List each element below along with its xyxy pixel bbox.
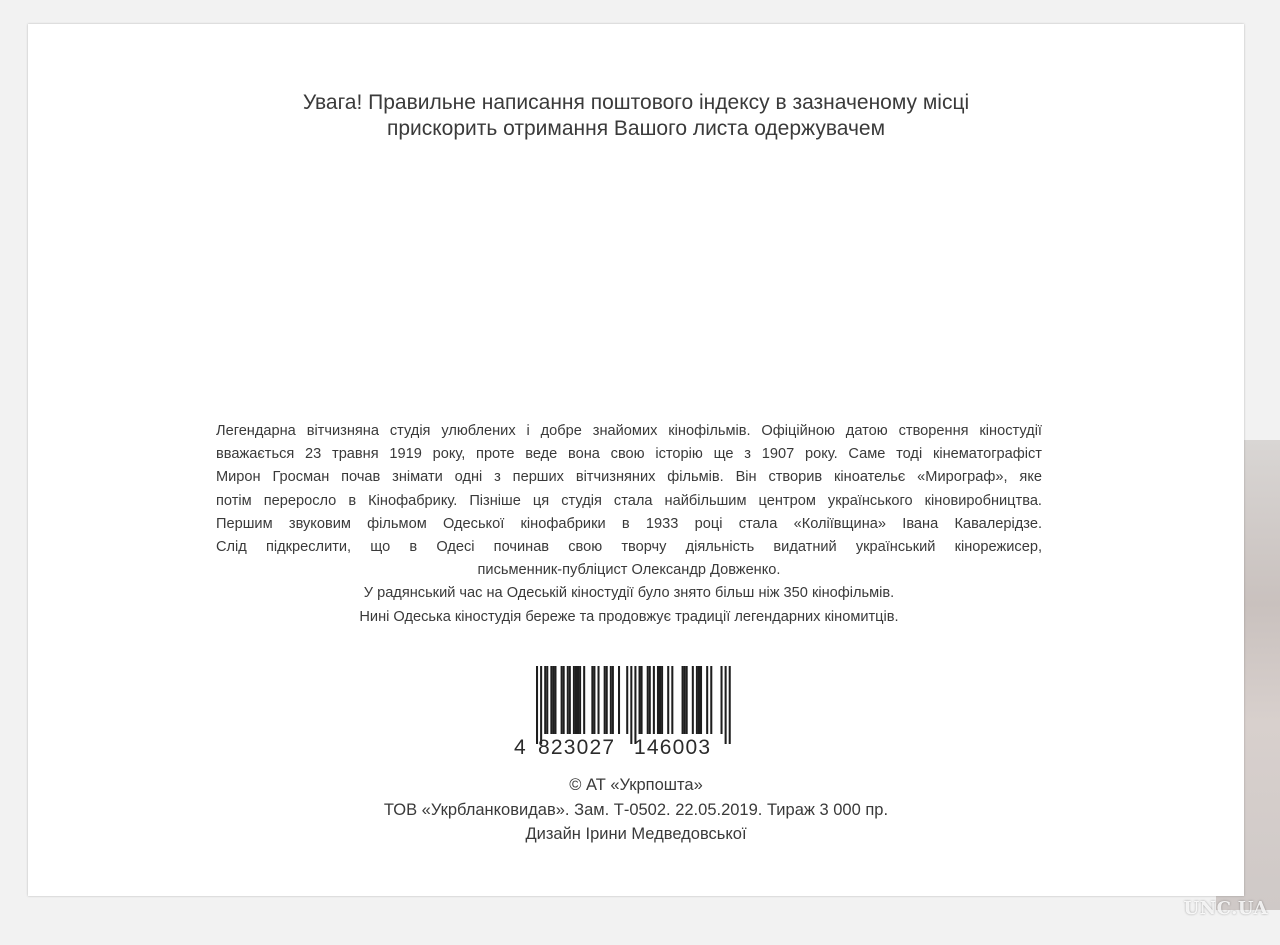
barcode-left-group: 823027 xyxy=(538,736,616,759)
publisher-imprint xyxy=(28,773,1244,847)
site-watermark: UNC.UA xyxy=(1183,898,1268,919)
description-line: Нині Одеська кіностудія береже та продовжує традиції легендарних кіномитців. xyxy=(359,608,899,625)
barcode-bar xyxy=(563,666,565,734)
barcode-bar xyxy=(546,666,548,734)
printer-line: ТОВ «Укрбланковидав». Зам. Т-0502. 22.05.2019. Тираж 3 000 пр. xyxy=(383,800,889,819)
barcode-bar xyxy=(639,666,641,734)
description-line: потім переросло в Кінофабрику. Пізніше ця студія стала найбільшим центром українського кіновиробництва. xyxy=(216,492,1042,509)
barcode-bar xyxy=(641,666,643,734)
description-line: Слід підкреслити, що в Одесі починав свою творчу діяльність видатний український кінорежисер, xyxy=(216,539,1042,556)
barcode-bar xyxy=(591,666,593,734)
barcode-bar xyxy=(579,666,581,734)
barcode-bar xyxy=(567,666,569,734)
barcode-bar xyxy=(604,666,606,734)
barcode-bar xyxy=(661,666,663,734)
barcode-bar xyxy=(682,666,684,734)
barcode-bar xyxy=(710,666,712,734)
barcode-bar xyxy=(667,666,669,734)
studio-description xyxy=(216,420,1042,629)
barcode-bar xyxy=(684,666,686,734)
barcode-bar xyxy=(575,666,577,734)
description-line: вважається 23 травня 1919 року, проте веде вона свою історію ще з 1907 року. Саме тоді кінематографіст xyxy=(216,446,1042,463)
barcode-bar xyxy=(536,666,538,744)
description-line: У радянський час на Одеській кіностудії було знято більш ніж 350 кінофільмів. xyxy=(363,585,895,602)
barcode-bar xyxy=(649,666,651,734)
barcode-bar xyxy=(544,666,546,734)
barcode-bar xyxy=(573,666,575,734)
barcode-bar xyxy=(540,666,542,744)
barcode-bar xyxy=(630,666,632,744)
postal-code-notice xyxy=(28,90,1244,142)
barcode-bar xyxy=(653,666,655,734)
barcode-bar xyxy=(692,666,694,734)
description-line: письменник-публіцист Олександр Довженко. xyxy=(477,562,781,579)
barcode-bar xyxy=(577,666,579,734)
barcode-right-group: 146003 xyxy=(634,736,712,759)
barcode-bar xyxy=(725,666,727,744)
description-line: Першим звуковим фільмом Одеської кінофабрики в 1933 році стала «Коліївщина» Івана Кавалерідзе. xyxy=(216,515,1042,532)
copyright-line: © АТ «Укрпошта» xyxy=(569,776,703,794)
barcode-bar xyxy=(552,666,554,734)
designer-line: Дизайн Ірини Медведовської xyxy=(525,825,747,843)
barcode-bar xyxy=(583,666,585,734)
barcode-bar xyxy=(706,666,708,734)
barcode-bar xyxy=(618,666,620,734)
barcode-bar xyxy=(554,666,556,734)
barcode-bar xyxy=(550,666,552,734)
barcode-bar xyxy=(698,666,700,734)
barcode-bar xyxy=(721,666,723,734)
notice-line-2: прискорить отримання Вашого листа одержувачем xyxy=(386,117,886,140)
description-line: Легендарна вітчизняна студія улюблених і добре знайомих кінофільмів. Офіційною датою створення кіностудії xyxy=(216,423,1042,439)
barcode-bar xyxy=(634,666,636,744)
barcode-bar xyxy=(626,666,628,734)
barcode-bar xyxy=(686,666,688,734)
barcode-bar xyxy=(729,666,731,744)
barcode-bar xyxy=(647,666,649,734)
barcode-bars xyxy=(514,666,746,744)
barcode-bar xyxy=(696,666,698,734)
barcode-bar xyxy=(598,666,600,734)
barcode-bar xyxy=(610,666,612,734)
envelope-back xyxy=(28,24,1244,896)
barcode-first-digit: 4 xyxy=(514,736,527,759)
barcode-bar xyxy=(593,666,595,734)
ean13-barcode xyxy=(514,666,746,770)
barcode-bar xyxy=(561,666,563,734)
notice-line-1: Увага! Правильне написання поштового індексу в зазначеному місці xyxy=(302,91,970,114)
barcode-bar xyxy=(606,666,608,734)
barcode-bar xyxy=(700,666,702,734)
barcode-bar xyxy=(657,666,659,734)
barcode-bar xyxy=(659,666,661,734)
barcode-bar xyxy=(612,666,614,734)
description-line: Мирон Гросман почав знімати одні з перших вітчизняних фільмів. Він створив кіноательє «Мирограф», яке xyxy=(216,469,1042,486)
barcode-bar xyxy=(671,666,673,734)
barcode-bar xyxy=(569,666,571,734)
